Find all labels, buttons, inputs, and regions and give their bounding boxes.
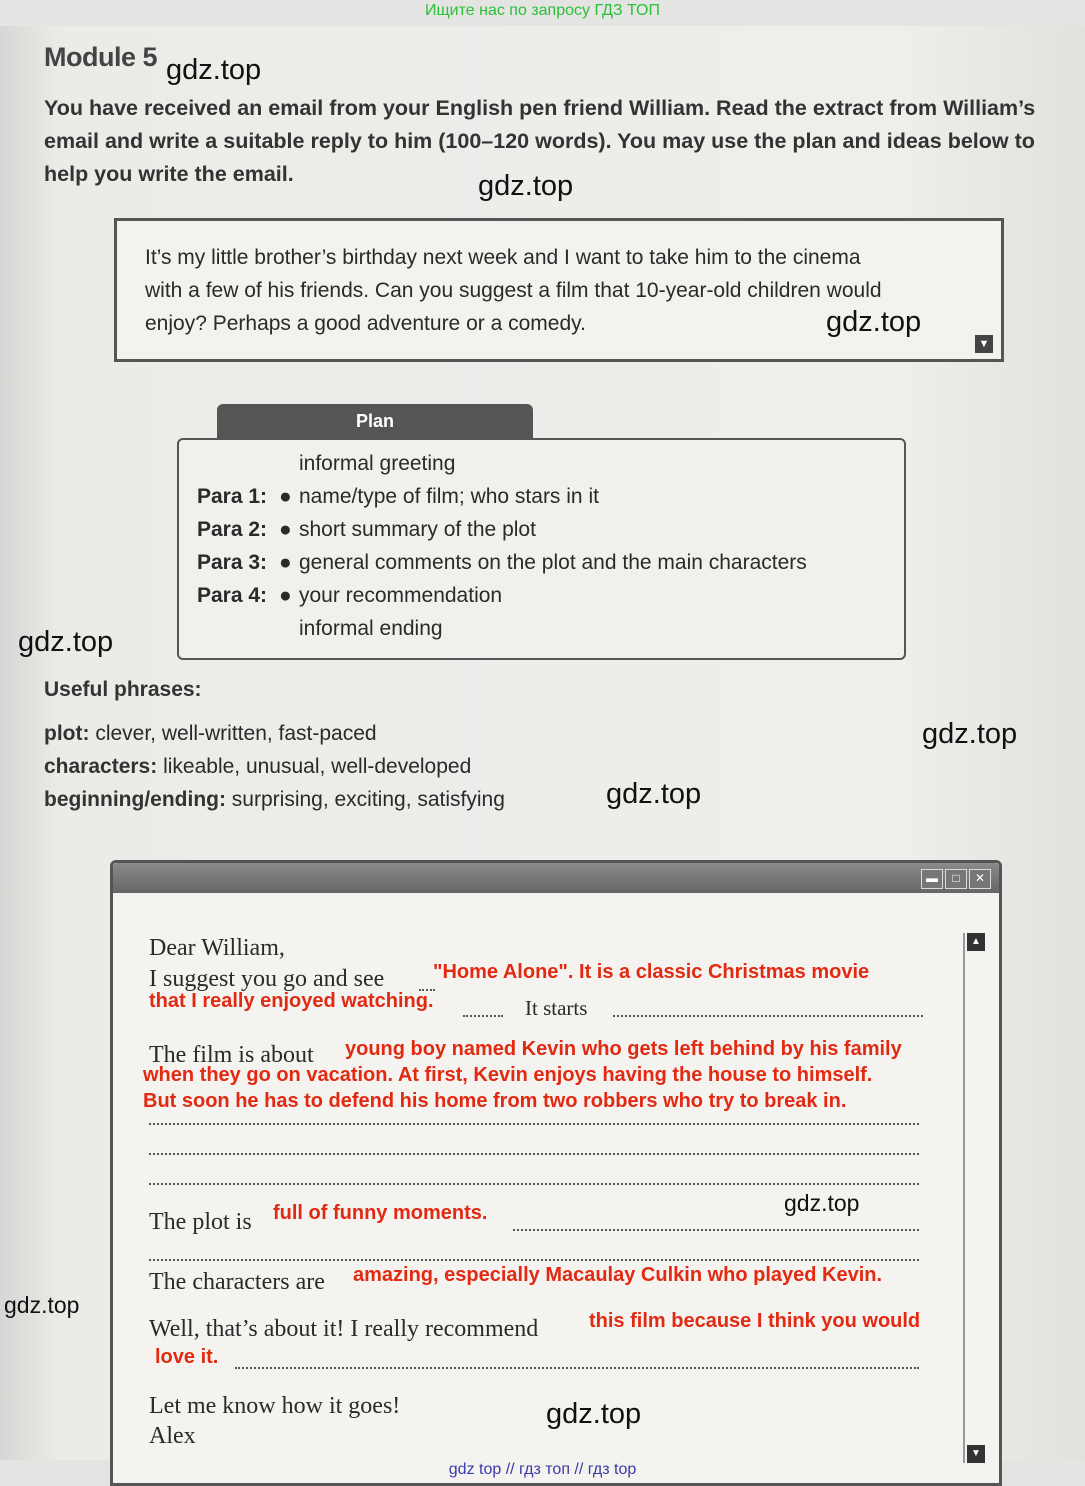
phrase-label: beginning/ending: [44, 788, 226, 811]
plan-para-text: your recommendation [299, 584, 503, 607]
plan-para-label: Para 1: [197, 485, 268, 508]
letter-starts: It starts [525, 996, 588, 1020]
plan-para-label: Para 2: [197, 518, 268, 541]
plan-para-label: Para 4: [197, 584, 268, 607]
bottom-banner[interactable]: gdz top // гдз топ // гдз top [448, 1461, 637, 1478]
email-line: enjoy? Perhaps a good adventure or a comedy. [145, 312, 586, 335]
scrollbar[interactable] [963, 933, 985, 1463]
letter-about: The film is about [149, 1042, 314, 1068]
bullet-icon: ● [279, 584, 292, 607]
bullet-icon: ● [279, 518, 292, 541]
dotted-line [149, 1183, 919, 1185]
phrase-beginning-ending [44, 788, 505, 812]
dotted-line [149, 1153, 919, 1155]
dotted-line [149, 1123, 919, 1125]
phrase-plot [44, 722, 377, 746]
scroll-down-icon[interactable]: ▼ [967, 1445, 985, 1463]
letter-signature: Alex [149, 1423, 196, 1449]
dotted-line [513, 1229, 919, 1231]
task-instructions: You have received an email from your English pen friend William. Read the extract from William’s email and write a suitable reply to him (100–120 words). You may use the plan and ideas below to help you write the email. [44, 96, 1036, 186]
letter-recommend: Well, that’s about it! I really recommend [149, 1316, 539, 1342]
email-line: It’s my little brother’s birthday next week and I want to take him to the cinema [145, 246, 861, 269]
watermark: gdz.top [784, 1190, 860, 1216]
plan-para-text: short summary of the plot [299, 518, 536, 541]
answer-plot[interactable]: full of funny moments. [273, 1202, 488, 1224]
email-line: with a few of his friends. Can you suggest a film that 10-year-old children would [145, 279, 882, 302]
answer-recommend-1[interactable]: this film because I think you would [589, 1310, 921, 1332]
scroll-down-icon[interactable]: ▼ [975, 335, 993, 353]
dotted-line [463, 1015, 503, 1017]
answer-suggest-2[interactable]: that I really enjoyed watching. [149, 990, 434, 1012]
dotted-line [613, 1015, 923, 1017]
answer-about-2[interactable]: when they go on vacation. At first, Kevin enjoys having the house to himself. [143, 1064, 873, 1086]
module-title: Module 5 [44, 42, 158, 72]
letter-greeting: Dear William, [149, 935, 285, 961]
bullet-icon: ● [279, 485, 292, 508]
dotted-line [149, 1259, 919, 1261]
dotted-line [235, 1367, 919, 1369]
plan-title: Plan [217, 404, 533, 438]
watermark: gdz.top [606, 778, 702, 810]
plan-para-text: name/type of film; who stars in it [299, 485, 599, 508]
bullet-icon: ● [279, 551, 292, 574]
phrase-label: characters: [44, 755, 158, 778]
maximize-icon[interactable]: □ [945, 869, 967, 889]
minimize-icon[interactable]: ▬ [921, 869, 943, 889]
watermark: gdz.top [922, 718, 1018, 750]
window-controls [921, 869, 991, 889]
watermark: gdz.top [478, 170, 574, 202]
phrase-label: plot: [44, 722, 90, 745]
plan-box [177, 438, 906, 660]
watermark: gdz.top [546, 1398, 642, 1430]
plan-para-label: Para 3: [197, 551, 268, 574]
watermark: gdz.top [18, 626, 114, 658]
answer-characters[interactable]: amazing, especially Macaulay Culkin who played Kevin. [353, 1264, 883, 1286]
phrase-text: surprising, exciting, satisfying [225, 788, 505, 811]
answer-recommend-2[interactable]: love it. [155, 1346, 219, 1368]
answer-about-1[interactable]: young boy named Kevin who gets left behind by his family [345, 1038, 902, 1060]
answer-about-3[interactable]: But soon he has to defend his home from two robbers who try to break in. [143, 1090, 847, 1112]
plan-greeting: informal greeting [299, 452, 456, 475]
email-extract-box [114, 218, 1004, 362]
letter-suggest: I suggest you go and see [149, 966, 385, 992]
watermark: gdz.top [826, 306, 922, 338]
phrase-text: clever, well-written, fast-paced [89, 722, 377, 745]
letter-plot: The plot is [149, 1209, 252, 1235]
scroll-up-icon[interactable]: ▲ [967, 933, 985, 951]
answer-suggest-1[interactable]: "Home Alone". It is a classic Christmas movie [433, 961, 870, 983]
useful-phrases-heading: Useful phrases: [44, 678, 202, 701]
watermark: gdz.top [4, 1292, 80, 1318]
phrase-characters [44, 755, 471, 779]
window-title-bar[interactable] [113, 863, 999, 893]
top-banner[interactable]: Ищите нас по запросу ГДЗ ТОП [425, 2, 660, 19]
phrase-text: likeable, unusual, well-developed [157, 755, 472, 778]
plan-ending: informal ending [299, 617, 443, 640]
close-icon[interactable]: ✕ [969, 869, 991, 889]
watermark: gdz.top [166, 54, 262, 86]
letter-closing: Let me know how it goes! [149, 1393, 401, 1419]
letter-characters: The characters are [149, 1269, 325, 1295]
plan-para-text: general comments on the plot and the main characters [299, 551, 807, 574]
reply-window [110, 860, 1002, 1486]
